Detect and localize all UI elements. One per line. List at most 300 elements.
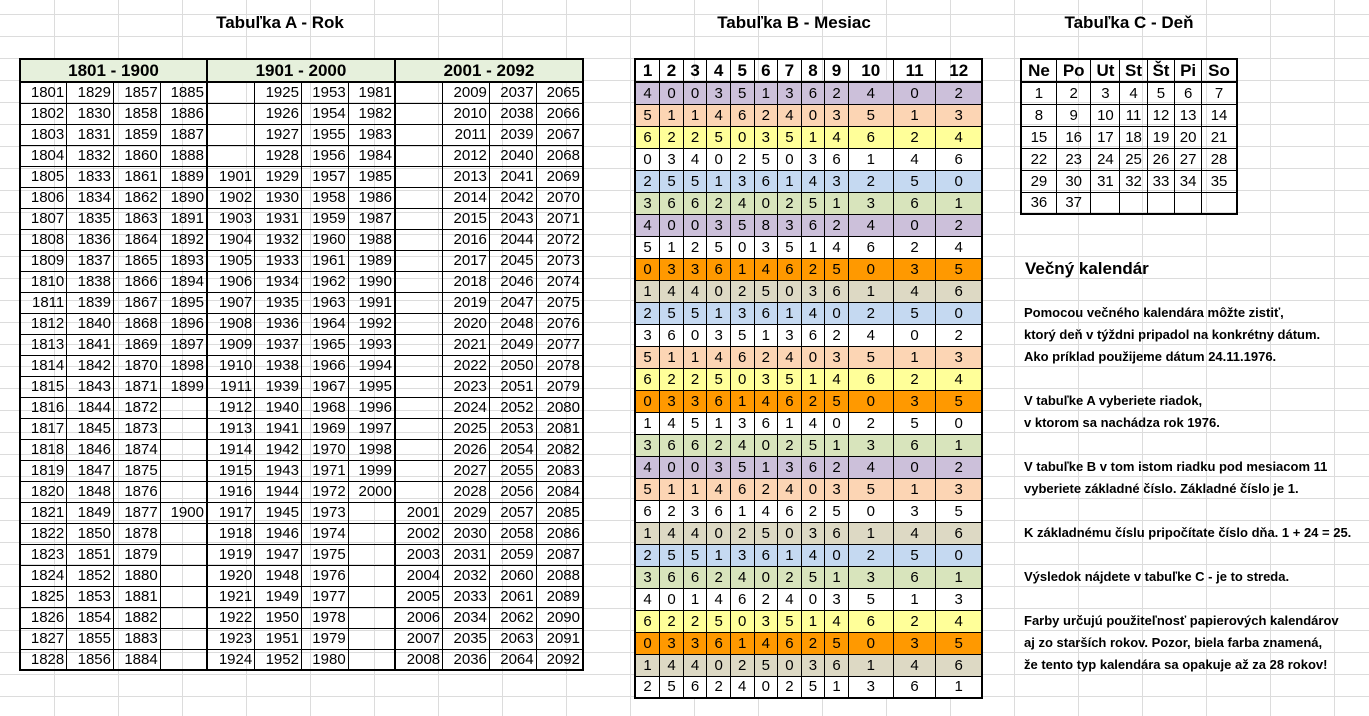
table-b-cell: 0 xyxy=(936,412,982,434)
table-b-cell: 2 xyxy=(754,104,778,126)
table-b-row xyxy=(635,434,982,456)
table-c-cell: 21 xyxy=(1202,126,1237,148)
table-b-cell: 3 xyxy=(893,500,936,522)
table-a-cell: 1884 xyxy=(113,649,160,670)
table-a-row xyxy=(20,208,583,229)
table-a-cell: 2012 xyxy=(443,145,490,166)
table-b-cell: 6 xyxy=(660,192,684,214)
table-c-row xyxy=(1021,148,1237,170)
table-a-cell: 2074 xyxy=(536,271,583,292)
table-b-cell: 6 xyxy=(754,412,778,434)
table-a-cell: 1910 xyxy=(207,355,255,376)
table-a-cell: 1804 xyxy=(20,145,67,166)
table-b-cell: 1 xyxy=(936,566,982,588)
table-b-cell: 2 xyxy=(707,676,731,698)
table-b-cell: 6 xyxy=(801,324,825,346)
table-b-cell: 1 xyxy=(778,544,802,566)
table-b-cell: 0 xyxy=(635,632,660,654)
table-a-cell: 2058 xyxy=(489,523,536,544)
table-a-row xyxy=(20,166,583,187)
table-b-cell: 4 xyxy=(683,148,707,170)
table-b-cell: 5 xyxy=(936,390,982,412)
table-b-cell: 0 xyxy=(778,654,802,676)
table-b-cell: 3 xyxy=(825,104,849,126)
table-b-cell: 2 xyxy=(778,192,802,214)
table-a-cell: 1865 xyxy=(113,250,160,271)
table-b-row xyxy=(635,82,982,104)
table-b-cell: 2 xyxy=(848,412,893,434)
table-c-cell: 3 xyxy=(1091,82,1120,104)
table-c-cell: 4 xyxy=(1120,82,1147,104)
table-b-cell: 1 xyxy=(848,654,893,676)
table-a-cell: 1981 xyxy=(348,82,395,103)
table-a-cell: 1840 xyxy=(67,313,114,334)
table-c-title: Tabuľka C - Deň xyxy=(1064,13,1194,32)
table-a-cell xyxy=(160,481,207,502)
table-b-cell: 1 xyxy=(730,258,754,280)
table-a-cell: 1920 xyxy=(207,565,255,586)
table-b-month-header: 12 xyxy=(936,59,982,82)
table-a-cell xyxy=(395,313,443,334)
table-a-cell: 1853 xyxy=(67,586,114,607)
table-b-cell: 2 xyxy=(683,610,707,632)
table-b-row xyxy=(635,236,982,258)
table-b-cell: 2 xyxy=(730,280,754,302)
table-b-cell: 4 xyxy=(936,236,982,258)
table-a-cell: 1998 xyxy=(348,439,395,460)
table-b-cell: 1 xyxy=(848,280,893,302)
table-b-cell: 4 xyxy=(754,500,778,522)
table-a-cell: 2067 xyxy=(536,124,583,145)
table-a-cell: 1915 xyxy=(207,460,255,481)
table-a-cell xyxy=(348,586,395,607)
table-a-cell: 1974 xyxy=(301,523,348,544)
table-a-cell: 2076 xyxy=(536,313,583,334)
table-a-cell: 1803 xyxy=(20,124,67,145)
table-b-cell: 4 xyxy=(660,412,684,434)
table-b-cell: 2 xyxy=(707,566,731,588)
table-b-cell: 6 xyxy=(893,566,936,588)
table-a-cell xyxy=(348,565,395,586)
table-b-cell: 4 xyxy=(801,170,825,192)
table-a-cell: 1942 xyxy=(255,439,302,460)
table-b-cell: 0 xyxy=(801,478,825,500)
table-a-cell xyxy=(395,334,443,355)
table-b-cell: 6 xyxy=(848,126,893,148)
table-c-cell: 26 xyxy=(1147,148,1174,170)
table-a-cell: 2044 xyxy=(489,229,536,250)
table-b-cell: 1 xyxy=(683,104,707,126)
table-c-cell: 33 xyxy=(1147,170,1174,192)
table-b-cell: 5 xyxy=(893,170,936,192)
table-a-cell: 1878 xyxy=(113,523,160,544)
table-b-cell: 5 xyxy=(801,676,825,698)
table-b-cell: 3 xyxy=(707,214,731,236)
table-a-cell: 2034 xyxy=(443,607,490,628)
table-b-cell: 0 xyxy=(936,544,982,566)
table-a-row xyxy=(20,250,583,271)
table-a-cell: 1913 xyxy=(207,418,255,439)
table-a-cell: 1876 xyxy=(113,481,160,502)
table-a-cell xyxy=(395,460,443,481)
table-b-title: Tabuľka B - Mesiac xyxy=(717,13,871,32)
table-a-cell: 2005 xyxy=(395,586,443,607)
table-a-cell: 1969 xyxy=(301,418,348,439)
table-a-row xyxy=(20,418,583,439)
table-b-cell: 1 xyxy=(635,280,660,302)
table-b-cell: 3 xyxy=(635,192,660,214)
table-a-cell: 1847 xyxy=(67,460,114,481)
note-line: V tabuľke A vyberiete riadok, xyxy=(1024,393,1203,408)
table-a-row xyxy=(20,103,583,124)
table-b-cell: 6 xyxy=(635,610,660,632)
table-a-cell: 1867 xyxy=(113,292,160,313)
table-b-cell: 6 xyxy=(936,148,982,170)
table-a-cell: 2082 xyxy=(536,439,583,460)
table-a-cell: 2010 xyxy=(443,103,490,124)
table-b-cell: 2 xyxy=(825,82,849,104)
table-b-cell: 2 xyxy=(778,676,802,698)
table-b-cell: 2 xyxy=(801,632,825,654)
table-b-cell: 0 xyxy=(730,126,754,148)
table-b-row xyxy=(635,632,982,654)
table-c-day-header: Št xyxy=(1147,59,1174,82)
table-b-cell: 2 xyxy=(801,390,825,412)
table-a-cell: 2038 xyxy=(489,103,536,124)
table-a-cell: 2011 xyxy=(443,124,490,145)
table-a-cell: 1831 xyxy=(67,124,114,145)
table-a-cell xyxy=(395,271,443,292)
table-b-cell: 2 xyxy=(635,170,660,192)
table-a-cell: 1816 xyxy=(20,397,67,418)
table-b-cell: 2 xyxy=(754,478,778,500)
table-b-cell: 2 xyxy=(801,258,825,280)
table-b-cell: 4 xyxy=(893,148,936,170)
table-b-cell: 3 xyxy=(754,368,778,390)
table-a-cell: 2091 xyxy=(536,628,583,649)
table-b-header-row xyxy=(635,59,982,82)
table-b-cell: 0 xyxy=(730,368,754,390)
table-a-cell xyxy=(395,145,443,166)
table-b-cell: 4 xyxy=(635,214,660,236)
table-b-row xyxy=(635,192,982,214)
table-a-cell: 1874 xyxy=(113,439,160,460)
table-b-cell: 0 xyxy=(660,214,684,236)
table-a-cell xyxy=(348,502,395,523)
table-a-cell: 2026 xyxy=(443,439,490,460)
table-a-cell: 1955 xyxy=(301,124,348,145)
table-b-cell: 5 xyxy=(660,676,684,698)
table-b-cell: 4 xyxy=(683,522,707,544)
table-a-cell: 1977 xyxy=(301,586,348,607)
table-a-cell: 2035 xyxy=(443,628,490,649)
table-a-cell: 1992 xyxy=(348,313,395,334)
table-b-cell: 3 xyxy=(707,456,731,478)
table-b-cell: 3 xyxy=(893,632,936,654)
table-b-cell: 0 xyxy=(893,324,936,346)
table-b-month-header: 5 xyxy=(730,59,754,82)
table-a-cell: 2068 xyxy=(536,145,583,166)
table-a-cell: 1894 xyxy=(160,271,207,292)
table-a-cell: 1972 xyxy=(301,481,348,502)
table-a-cell: 1905 xyxy=(207,250,255,271)
table-b-row xyxy=(635,148,982,170)
table-b-cell: 1 xyxy=(936,192,982,214)
table-a-cell: 1880 xyxy=(113,565,160,586)
table-a-cell: 1892 xyxy=(160,229,207,250)
table-a-cell: 1886 xyxy=(160,103,207,124)
table-b-cell: 3 xyxy=(936,588,982,610)
table-a-row xyxy=(20,145,583,166)
table-c-cell: 15 xyxy=(1021,126,1056,148)
table-b-cell: 4 xyxy=(778,346,802,368)
table-b-cell: 3 xyxy=(848,566,893,588)
table-b-cell: 4 xyxy=(707,104,731,126)
table-a-cell xyxy=(207,124,255,145)
table-a-cell xyxy=(207,82,255,103)
table-c-cell: 12 xyxy=(1147,104,1174,126)
table-b-cell: 5 xyxy=(825,258,849,280)
table-a-cell: 1859 xyxy=(113,124,160,145)
table-a-cell: 1811 xyxy=(20,292,67,313)
table-b-cell: 3 xyxy=(754,610,778,632)
table-a-cell: 2003 xyxy=(395,544,443,565)
table-b-cell: 3 xyxy=(801,280,825,302)
table-b-cell: 6 xyxy=(683,434,707,456)
table-b-cell: 2 xyxy=(660,368,684,390)
table-a-cell: 1932 xyxy=(255,229,302,250)
table-a-cell: 1990 xyxy=(348,271,395,292)
table-a-cell: 2092 xyxy=(536,649,583,670)
table-c-cell: 27 xyxy=(1175,148,1202,170)
table-c-cell: 16 xyxy=(1056,126,1091,148)
table-c-day-header: Po xyxy=(1056,59,1091,82)
table-b-cell: 6 xyxy=(893,192,936,214)
table-a-cell: 1806 xyxy=(20,187,67,208)
table-c-cell: 29 xyxy=(1021,170,1056,192)
table-b-cell: 5 xyxy=(848,104,893,126)
table-b-cell: 2 xyxy=(801,500,825,522)
table-b-month-header: 11 xyxy=(893,59,936,82)
table-a-cell: 1993 xyxy=(348,334,395,355)
table-a-cell: 1863 xyxy=(113,208,160,229)
table-b-cell: 1 xyxy=(848,522,893,544)
table-b-cell: 6 xyxy=(801,456,825,478)
table-a-cell: 1901 xyxy=(207,166,255,187)
table-b-cell: 1 xyxy=(635,522,660,544)
table-c-header-row xyxy=(1021,59,1237,82)
table-b-cell: 0 xyxy=(707,522,731,544)
table-a-cell: 2020 xyxy=(443,313,490,334)
table-a-cell xyxy=(207,145,255,166)
table-a-cell: 1931 xyxy=(255,208,302,229)
table-c-cell: 2 xyxy=(1056,82,1091,104)
table-a-cell: 1918 xyxy=(207,523,255,544)
table-a-header-cell: 2001 - 2092 xyxy=(395,59,583,82)
table-a-cell: 1996 xyxy=(348,397,395,418)
table-a-cell: 1821 xyxy=(20,502,67,523)
table-a-cell: 2016 xyxy=(443,229,490,250)
table-a-cell: 2037 xyxy=(489,82,536,103)
table-a-cell: 1928 xyxy=(255,145,302,166)
table-a-cell: 1930 xyxy=(255,187,302,208)
table-a-cell: 1953 xyxy=(301,82,348,103)
table-b-cell: 4 xyxy=(730,676,754,698)
table-a-cell xyxy=(160,397,207,418)
table-a-cell: 1936 xyxy=(255,313,302,334)
table-a-cell: 2002 xyxy=(395,523,443,544)
table-b-cell: 1 xyxy=(893,588,936,610)
table-b-cell: 0 xyxy=(754,192,778,214)
table-a-cell: 1944 xyxy=(255,481,302,502)
table-a-cell: 2014 xyxy=(443,187,490,208)
table-b-cell: 1 xyxy=(730,632,754,654)
table-c-cell xyxy=(1147,192,1174,214)
table-a-cell: 1845 xyxy=(67,418,114,439)
table-a-cell: 2022 xyxy=(443,355,490,376)
table-b-row xyxy=(635,500,982,522)
table-a-cell: 1904 xyxy=(207,229,255,250)
table-b-cell: 2 xyxy=(825,324,849,346)
table-a-cell: 1929 xyxy=(255,166,302,187)
table-b-cell: 4 xyxy=(707,478,731,500)
table-b-cell: 2 xyxy=(936,324,982,346)
table-a-cell xyxy=(395,82,443,103)
table-a-cell: 2029 xyxy=(443,502,490,523)
table-a-cell: 1956 xyxy=(301,145,348,166)
table-b-cell: 3 xyxy=(778,456,802,478)
table-b-row xyxy=(635,456,982,478)
table-b-row xyxy=(635,324,982,346)
table-b-cell: 1 xyxy=(801,610,825,632)
table-a-cell: 2077 xyxy=(536,334,583,355)
table-a-cell: 2070 xyxy=(536,187,583,208)
table-b-cell: 3 xyxy=(660,632,684,654)
table-b-cell: 4 xyxy=(778,588,802,610)
table-b-cell: 6 xyxy=(848,368,893,390)
table-b-cell: 5 xyxy=(635,236,660,258)
table-b-cell: 4 xyxy=(707,346,731,368)
table-a-cell: 1949 xyxy=(255,586,302,607)
table-b-cell: 6 xyxy=(707,632,731,654)
table-c-day-header: Ne xyxy=(1021,59,1056,82)
table-b-cell: 1 xyxy=(730,390,754,412)
table-a-cell: 1934 xyxy=(255,271,302,292)
table-a-cell xyxy=(395,397,443,418)
table-b-cell: 0 xyxy=(683,82,707,104)
table-c-day-header: So xyxy=(1202,59,1237,82)
table-a-row xyxy=(20,187,583,208)
table-a-cell: 1950 xyxy=(255,607,302,628)
table-a-cell xyxy=(395,103,443,124)
table-c-cell: 5 xyxy=(1147,82,1174,104)
table-a-cell: 1862 xyxy=(113,187,160,208)
table-a-cell: 1898 xyxy=(160,355,207,376)
table-b-cell: 1 xyxy=(848,148,893,170)
table-b-cell: 3 xyxy=(635,566,660,588)
table-a-cell: 2054 xyxy=(489,439,536,460)
table-b-cell: 6 xyxy=(683,566,707,588)
table-a-cell: 2053 xyxy=(489,418,536,439)
table-a-cell: 2060 xyxy=(489,565,536,586)
table-b-cell: 4 xyxy=(848,214,893,236)
table-b-cell: 1 xyxy=(660,346,684,368)
table-b-cell: 4 xyxy=(801,302,825,324)
table-a-cell: 2019 xyxy=(443,292,490,313)
table-b-cell: 2 xyxy=(683,236,707,258)
table-a-cell: 2039 xyxy=(489,124,536,145)
note-line: K základnému číslu pripočítate číslo dňa. 1 + 24 = 25. xyxy=(1024,525,1352,540)
table-a-cell: 1900 xyxy=(160,502,207,523)
table-b-cell: 4 xyxy=(660,280,684,302)
table-b-cell: 6 xyxy=(936,654,982,676)
table-c-row xyxy=(1021,82,1237,104)
table-b-row xyxy=(635,676,982,698)
table-b-cell: 1 xyxy=(825,434,849,456)
table-a-cell: 1987 xyxy=(348,208,395,229)
note-line: Výsledok nájdete v tabuľke C - je to streda. xyxy=(1024,569,1290,584)
table-b-cell: 3 xyxy=(778,82,802,104)
table-b-cell: 4 xyxy=(778,104,802,126)
table-b-cell: 4 xyxy=(635,456,660,478)
table-a-cell: 1964 xyxy=(301,313,348,334)
table-a-cell: 1815 xyxy=(20,376,67,397)
table-a-cell: 1970 xyxy=(301,439,348,460)
table-a-cell: 1851 xyxy=(67,544,114,565)
table-b-cell: 0 xyxy=(683,324,707,346)
table-b-cell: 2 xyxy=(660,500,684,522)
table-a-cell: 2066 xyxy=(536,103,583,124)
table-b-cell: 3 xyxy=(754,126,778,148)
table-b-cell: 3 xyxy=(635,324,660,346)
table-a-cell: 2007 xyxy=(395,628,443,649)
table-b-cell: 3 xyxy=(754,236,778,258)
table-a-cell: 2000 xyxy=(348,481,395,502)
table-b-cell: 4 xyxy=(754,390,778,412)
table-a-cell: 1835 xyxy=(67,208,114,229)
table-a-cell: 2004 xyxy=(395,565,443,586)
table-c-cell: 17 xyxy=(1091,126,1120,148)
table-b-cell: 3 xyxy=(848,676,893,698)
note-line: aj zo starších rokov. Pozor, biela farba znamená, xyxy=(1024,635,1323,650)
table-b-months xyxy=(634,58,983,699)
table-b-cell: 0 xyxy=(754,566,778,588)
table-b-cell: 1 xyxy=(730,500,754,522)
table-b-cell: 1 xyxy=(936,434,982,456)
table-b-cell: 5 xyxy=(754,280,778,302)
table-a-cell xyxy=(160,439,207,460)
table-a-cell: 1888 xyxy=(160,145,207,166)
table-a-cell: 1890 xyxy=(160,187,207,208)
table-a-row xyxy=(20,271,583,292)
table-a-cell: 1938 xyxy=(255,355,302,376)
table-a-cell xyxy=(160,607,207,628)
table-b-cell: 2 xyxy=(936,456,982,478)
table-b-month-header: 2 xyxy=(660,59,684,82)
table-b-cell: 4 xyxy=(754,258,778,280)
table-a-cell: 1975 xyxy=(301,544,348,565)
table-b-cell: 3 xyxy=(683,632,707,654)
table-a-cell: 1908 xyxy=(207,313,255,334)
table-b-row xyxy=(635,302,982,324)
table-b-cell: 3 xyxy=(936,478,982,500)
note-line: vyberiete základné číslo. Základné číslo je 1. xyxy=(1024,481,1299,496)
table-a-cell: 1925 xyxy=(255,82,302,103)
table-b-cell: 0 xyxy=(893,214,936,236)
table-a-row xyxy=(20,544,583,565)
table-b-cell: 0 xyxy=(778,280,802,302)
table-b-cell: 4 xyxy=(848,324,893,346)
